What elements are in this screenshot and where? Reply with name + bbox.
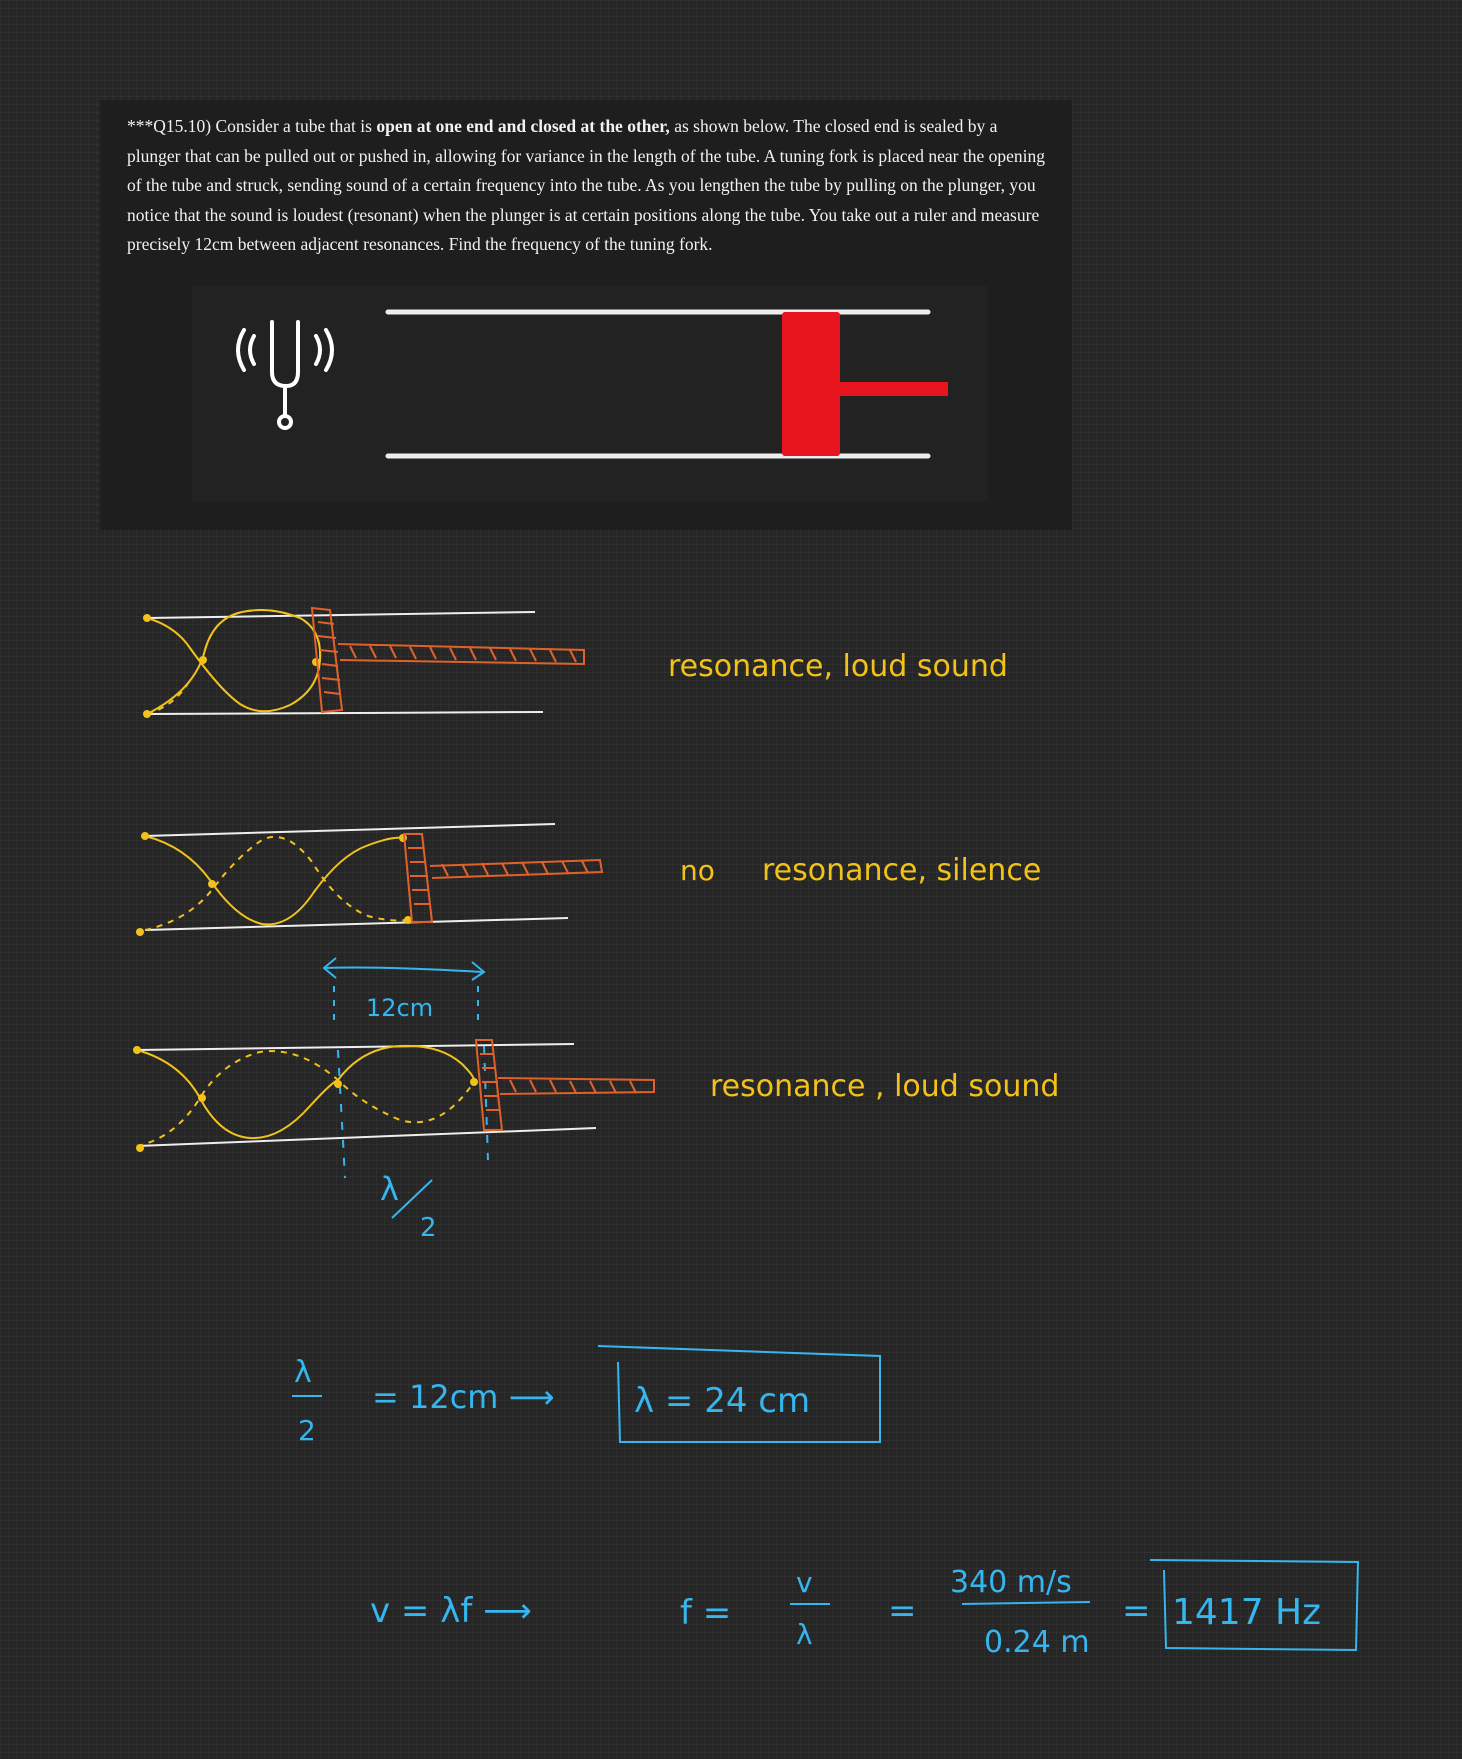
plunger-sketch-3 [476, 1040, 654, 1130]
eq2-numerator: v [796, 1566, 813, 1599]
eq2-equals: = [888, 1591, 917, 1631]
plunger-sketch-2 [404, 834, 602, 922]
half-lambda-numerator: λ [380, 1170, 399, 1208]
equation-frequency [370, 1560, 1358, 1660]
problem-text-bold: open at one end and closed at the other, [376, 116, 670, 136]
diagram2-label-b: resonance, silence [762, 853, 1042, 888]
eq2-numerator-value: 340 m/s [950, 1565, 1072, 1600]
tube-diagram-3 [133, 1040, 1059, 1152]
equation-wavelength [292, 1346, 880, 1447]
distance-label: 12cm [366, 994, 434, 1022]
final-answer: 1417 Hz [1172, 1592, 1322, 1633]
eq1-rhs: = 12cm ⟶ [372, 1378, 555, 1416]
diagram1-label: resonance, loud sound [668, 649, 1008, 684]
problem-text-body: as shown below. The closed end is sealed by a plunger that can be pulled out or pushed in, allowing for variance in the length of the tube. A tuning fork is placed near the opening of the tube and struck, sending sound of a certain frequency into the tube. As you lengthen the tube by pulling on the plunger, you notice that the sound is loudest (resonant) when the plunger is at certain positions along the tube. You take out a ruler and measure precisely 12cm between adjacent resonances. Find the frequency of the tuning fork. [127, 116, 1046, 254]
half-lambda-denominator: 2 [420, 1213, 437, 1243]
eq2-lhs: v = λf ⟶ [370, 1591, 532, 1631]
eq2-denominator: λ [796, 1618, 813, 1651]
eq2-denominator-value: 0.24 m [984, 1625, 1090, 1660]
diagram3-label: resonance , loud sound [710, 1069, 1060, 1104]
eq2-equals-2: = [1122, 1591, 1151, 1631]
diagram2-label-a: no [680, 854, 715, 887]
tube-diagram-1 [143, 608, 1008, 718]
eq1-denominator: 2 [298, 1414, 316, 1447]
eq2-f: f = [680, 1593, 732, 1633]
eq1-boxed-result: λ = 24 cm [634, 1381, 811, 1421]
tube-diagram-2 [136, 824, 1041, 936]
problem-text-intro: ***Q15.10) Consider a tube that is [127, 116, 377, 136]
eq1-numerator: λ [294, 1355, 312, 1390]
plunger-sketch-1 [312, 608, 584, 712]
